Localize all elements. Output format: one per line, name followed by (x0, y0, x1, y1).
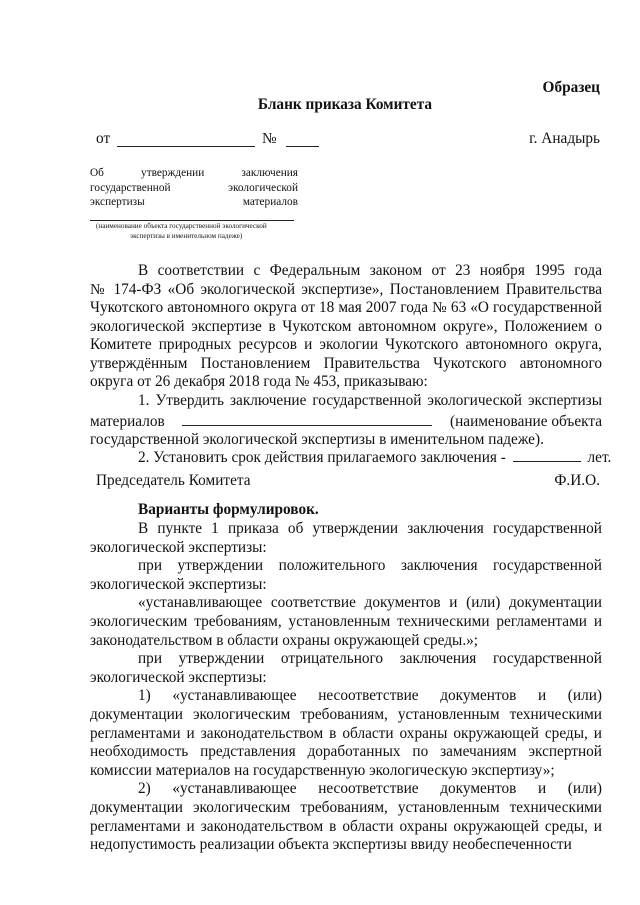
item-2-blank (513, 447, 581, 462)
date-blank (117, 146, 255, 147)
variant-line: 2) «устанавливающее несоответствие документов и (или) (138, 780, 602, 798)
item-2-text: 2. Установить срок действия прилагаемого заключения - (138, 449, 506, 466)
variant-line: недопустимость реализации объекта экспертизы ввиду необеспеченности (90, 836, 572, 854)
subject-underline (90, 220, 294, 221)
preamble-line: В соответствии с Федеральным законом от 23 ноября 1995 года (138, 262, 602, 279)
preamble-line: № 174-ФЗ «Об экологической экспертизе», Постановлением Правительства (90, 280, 602, 298)
preamble-line: Чукотского автономного округа от 18 мая 2007 года № 63 «О государственной (90, 299, 602, 316)
variant-line: комиссии материалов на государственную экологическую экспертизу»; (90, 761, 555, 779)
subject-block (90, 166, 298, 210)
item-1-word: материалов (90, 412, 165, 430)
variant-line: В пункте 1 приказа об утверждении заключения государственной (138, 520, 602, 537)
subject-caption-line: экспертизы в именительном падеже) (130, 232, 243, 240)
variant-line: законодательством в области охраны окружающей среды.»; (90, 631, 479, 649)
variant-line: при утверждении положительного заключения государственной (138, 557, 602, 575)
subject-line: государственной экологической (90, 181, 298, 194)
variant-line: «устанавливающее соответствие документов и (или) документации (138, 594, 602, 612)
item-1 (90, 392, 602, 450)
variant-line: регламентами и законодательством в области охраны окружающей среды, и (90, 817, 602, 835)
variant-line: необходимость представления доработанных по замечаниям экспертной (90, 743, 602, 761)
item-1-blank (182, 411, 432, 426)
city-label: г. Анадырь (529, 130, 600, 147)
variant-line: 1) «устанавливающее несоответствие документов и (или) (138, 687, 602, 705)
variant-line: экологической экспертизы: (90, 538, 267, 556)
variant-line: документации экологическим требованиям, установленным техническими (90, 798, 602, 816)
variant-line: регламентами и законодательством в области охраны окружающей среды, и (90, 724, 602, 742)
variants-heading: Варианты формулировок. (138, 501, 319, 518)
preamble-line: Комитете природных ресурсов и экологии Чукотского автономного округа, (90, 336, 602, 353)
preamble-line: утверждённым Постановлением Правительства Чукотского автономного (90, 354, 602, 372)
variant-line: экологической экспертизы: (90, 575, 267, 593)
item-1-after: (наименование объекта (450, 412, 602, 430)
item-1-line: 1. Утвердить заключение государственной экологической экспертизы (138, 392, 602, 409)
variant-line: экологической экспертизы: (90, 668, 267, 686)
item-2-unit: лет. (587, 449, 612, 466)
number-blank (286, 146, 319, 147)
variant-line: при утверждении отрицательного заключения государственной (138, 650, 602, 668)
variant-line: документации экологическим требованиям, установленным техническими (90, 705, 602, 723)
sample-label: Образец (542, 79, 600, 96)
date-from-label: от (96, 130, 111, 147)
subject-line: Об утверждении заключения (90, 167, 298, 179)
signature-name: Ф.И.О. (554, 472, 600, 489)
preamble-line: округа от 26 декабря 2018 года № 453, приказываю: (90, 373, 428, 390)
preamble-paragraph (90, 262, 602, 392)
preamble-line: экологической экспертизе в Чукотском автономном округе», Положением о (90, 317, 602, 335)
variants-body (90, 520, 602, 855)
number-sign: № (262, 130, 277, 147)
item-1-line: государственной экологической экспертизы в именительном падеже). (90, 431, 544, 448)
signature-position: Председатель Комитета (96, 472, 251, 489)
variant-line: экологическим требованиям, установленным техническими регламентами и (90, 612, 602, 630)
subject-caption-line: (наименование объекта государственной экологической (96, 222, 267, 230)
item-1-line (90, 411, 602, 432)
subject-line: экспертизы материалов (90, 196, 298, 208)
form-title: Бланк приказа Комитета (257, 96, 433, 113)
item-2 (138, 447, 611, 467)
